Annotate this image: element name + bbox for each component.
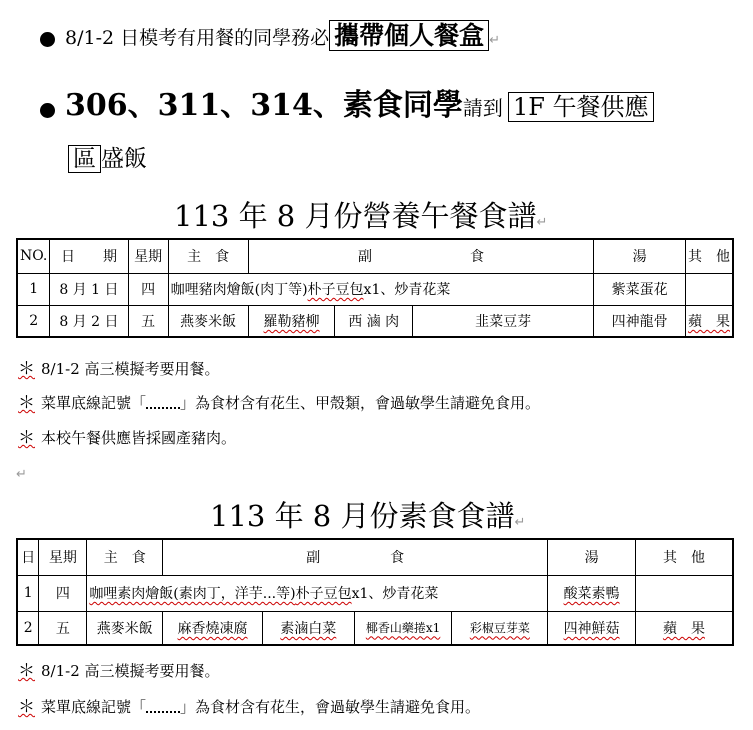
row-number: 1 bbox=[17, 575, 39, 611]
menu-main-note-1 bbox=[18, 354, 220, 379]
row-weekday: 五 bbox=[128, 305, 168, 337]
row-date: 8 月 1 日 bbox=[50, 273, 128, 305]
note-text: 」為食材含有花生，會過敏學生請避免食用。 bbox=[180, 698, 481, 716]
table-row bbox=[17, 611, 733, 645]
header-other: 其 他 bbox=[686, 239, 734, 273]
header-main-dish: 主 食 bbox=[87, 539, 163, 575]
header-no: 日 bbox=[17, 539, 39, 575]
menu-main-header-row bbox=[17, 239, 733, 273]
row-main-dish: 燕麥米飯 bbox=[87, 611, 163, 645]
row-other bbox=[686, 305, 734, 337]
row-date: 8 月 2 日 bbox=[50, 305, 128, 337]
side-dish-text: 椰香山藥捲x1 bbox=[365, 621, 441, 636]
row-side-rest: x1、炒青花菜 bbox=[363, 282, 451, 298]
note-text: 8/1-2 高三模擬考要用餐。 bbox=[41, 360, 220, 378]
row-weekday: 四 bbox=[39, 575, 87, 611]
header-soup: 湯 bbox=[548, 539, 636, 575]
header-weekday: 星期 bbox=[39, 539, 87, 575]
menu-main-note-2 bbox=[18, 388, 540, 413]
row-side-3 bbox=[412, 305, 593, 337]
menu-veg-note-1 bbox=[18, 656, 220, 681]
side-dish-text: 素滷白菜 bbox=[280, 620, 337, 637]
row-soup bbox=[548, 575, 636, 611]
announcement-3-boxed-text: 區 bbox=[68, 145, 101, 173]
row-side-1 bbox=[248, 305, 335, 337]
table-row bbox=[17, 305, 733, 337]
row-other bbox=[635, 575, 733, 611]
header-date: 日 期 bbox=[50, 239, 128, 273]
row-number: 1 bbox=[17, 273, 50, 305]
asterisk-icon: ＊ bbox=[18, 697, 35, 717]
other-text: 蘋 果 bbox=[688, 313, 730, 330]
announcement-1-text: 8/1-2 日模考有用餐的同學務必 bbox=[65, 27, 330, 49]
menu-main-note-3 bbox=[18, 423, 236, 448]
header-soup: 湯 bbox=[594, 239, 686, 273]
row-main-dish: 燕麥米飯 bbox=[168, 305, 248, 337]
announcement-2-mid: 請到 bbox=[462, 96, 503, 120]
announcement-2-boxed-text: 1F 午餐供應 bbox=[508, 92, 654, 122]
row-side-allergen: 朴子豆包 bbox=[307, 282, 364, 298]
menu-main-title bbox=[174, 194, 547, 235]
menu-main-title-text: 113 年 8 月份營養午餐食譜 bbox=[174, 199, 537, 233]
row-soup: 紫菜蛋花 bbox=[594, 273, 686, 305]
note-text: 8/1-2 高三模擬考要用餐。 bbox=[41, 662, 220, 680]
row-side-2 bbox=[262, 611, 354, 645]
menu-veg-header-row bbox=[17, 539, 733, 575]
announcement-1-boxed-text: 攜帶個人餐盒 bbox=[329, 20, 489, 51]
row-main-dish: 咖哩豬肉燴飯(肉丁等) bbox=[170, 282, 308, 298]
menu-main-table bbox=[16, 238, 734, 338]
announcement-line-3 bbox=[68, 140, 147, 173]
row-other bbox=[635, 611, 733, 645]
row-number: 2 bbox=[17, 305, 50, 337]
announcement-2-rooms: 306、311、314、素食同學 bbox=[65, 88, 463, 123]
row-side-4 bbox=[452, 611, 548, 645]
side-dish-text: 羅勒豬柳 bbox=[263, 313, 320, 330]
table-row bbox=[17, 575, 733, 611]
row-main-dish: 咖哩素肉燴飯(素肉丁，洋芋...等) bbox=[89, 586, 296, 602]
note-text: 本校午餐供應皆採國產豬肉。 bbox=[41, 429, 237, 447]
row-main-and-sides bbox=[168, 273, 594, 305]
header-side-dishes: 副 食 bbox=[248, 239, 594, 273]
side-dish-text: 麻香燒凍腐 bbox=[177, 620, 248, 637]
asterisk-icon: ＊ bbox=[18, 393, 35, 413]
paragraph-mark-icon: ↵ bbox=[536, 215, 548, 230]
side-dish-text: 彩椒豆芽菜 bbox=[469, 621, 530, 636]
soup-text: 酸菜素鴨 bbox=[563, 586, 620, 602]
menu-veg-table bbox=[16, 538, 734, 646]
menu-veg-title bbox=[210, 494, 525, 535]
side-dish-text: 韭菜豆芽 bbox=[475, 313, 532, 330]
paragraph-mark-icon: ↵ bbox=[489, 33, 501, 48]
announcement-3-text: 盛飯 bbox=[101, 146, 147, 172]
row-side-rest: x1、炒青花菜 bbox=[351, 586, 439, 602]
asterisk-icon: ＊ bbox=[18, 661, 35, 681]
row-side-1 bbox=[163, 611, 263, 645]
note-text: 」為食材含有花生、甲殼類，會過敏學生請避免食用。 bbox=[180, 394, 541, 412]
row-soup: 四神龍骨 bbox=[594, 305, 686, 337]
underline-sample-icon bbox=[146, 703, 180, 713]
row-side-3 bbox=[354, 611, 452, 645]
announcement-line-2 bbox=[40, 80, 654, 124]
header-side-dishes: 副 食 bbox=[163, 539, 548, 575]
row-weekday: 五 bbox=[39, 611, 87, 645]
row-weekday: 四 bbox=[128, 273, 168, 305]
paragraph-mark-icon: ↵ bbox=[514, 515, 526, 530]
header-no: NO. bbox=[17, 239, 50, 273]
menu-veg-note-2 bbox=[18, 692, 480, 717]
table-row bbox=[17, 273, 733, 305]
asterisk-icon: ＊ bbox=[18, 359, 35, 379]
announcement-line-1 bbox=[40, 16, 500, 52]
row-number: 2 bbox=[17, 611, 39, 645]
row-other bbox=[686, 273, 734, 305]
bullet-dot-icon bbox=[40, 103, 55, 118]
header-other: 其 他 bbox=[635, 539, 733, 575]
row-side-2 bbox=[335, 305, 413, 337]
soup-text: 四神鮮菇 bbox=[563, 620, 620, 637]
bullet-dot-icon bbox=[40, 32, 55, 47]
underline-sample-icon bbox=[146, 399, 180, 409]
row-side-allergen: 朴子豆包 bbox=[295, 586, 352, 602]
header-main-dish: 主 食 bbox=[168, 239, 248, 273]
paragraph-mark-icon: ↵ bbox=[16, 467, 27, 482]
row-soup bbox=[548, 611, 636, 645]
row-main-and-sides bbox=[87, 575, 548, 611]
asterisk-icon: ＊ bbox=[18, 428, 35, 448]
note-text: 菜單底線記號「 bbox=[41, 394, 147, 412]
side-dish-text: 西 滷 肉 bbox=[348, 313, 400, 330]
other-text: 蘋 果 bbox=[662, 620, 705, 637]
note-text: 菜單底線記號「 bbox=[41, 698, 147, 716]
menu-veg-title-text: 113 年 8 月份素食食譜 bbox=[210, 499, 515, 533]
header-weekday: 星期 bbox=[128, 239, 168, 273]
